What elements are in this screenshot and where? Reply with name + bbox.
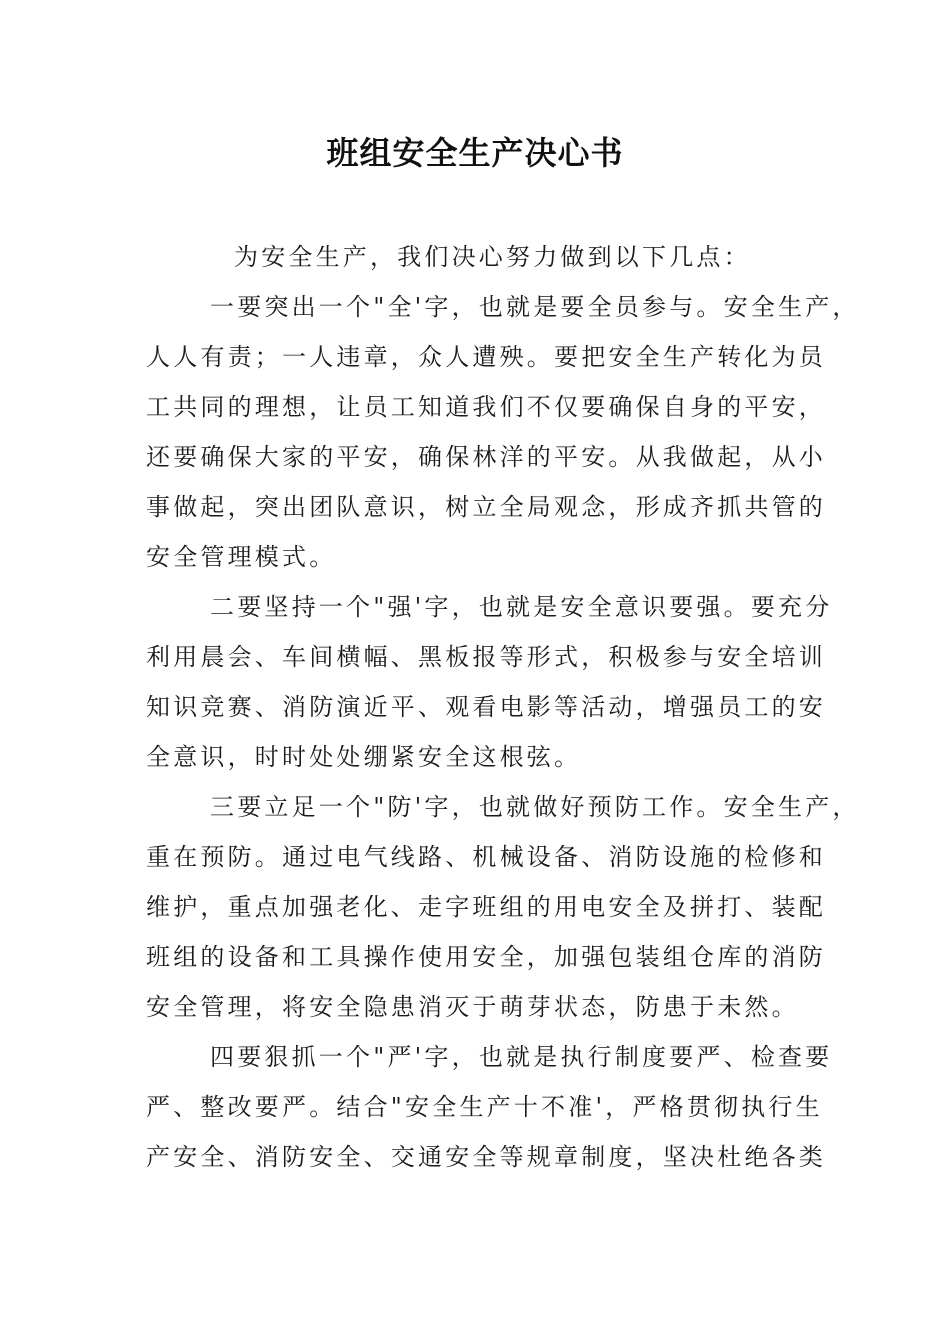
- paragraph-line: 安全管理模式。: [146, 543, 337, 571]
- paragraph-line: 全意识，时时处处绷紧安全这根弦。: [146, 743, 582, 771]
- paragraph-line: 重在预防。通过电气线路、机械设备、消防设施的检修和: [146, 843, 826, 871]
- paragraph-line: 利用晨会、车间横幅、黑板报等形式，积极参与安全培训: [146, 643, 826, 671]
- paragraph-line: 二要坚持一个"强'字，也就是安全意识要强。要充分: [210, 593, 833, 621]
- paragraph-line: 产安全、消防安全、交通安全等规章制度，坚决杜绝各类: [146, 1143, 826, 1171]
- paragraph-line: 人人有责；一人违章，众人遭殃。要把安全生产转化为员: [146, 343, 826, 371]
- paragraph-line: 班组的设备和工具操作使用安全，加强包装组仓库的消防: [146, 943, 826, 971]
- paragraph-line: 三要立足一个"防'字，也就做好预防工作。安全生产，: [210, 793, 860, 821]
- paragraph-line: 四要狠抓一个"严'字，也就是执行制度要严、检查要: [210, 1043, 833, 1071]
- intro-line: 为安全生产，我们决心努力做到以下几点：: [234, 243, 751, 271]
- paragraph-line: 还要确保大家的平安，确保林洋的平安。从我做起，从小: [146, 443, 826, 471]
- paragraph-line: 安全管理，将安全隐患消灭于萌芽状态，防患于未然。: [146, 993, 799, 1021]
- paragraph-line: 知识竞赛、消防演近平、观看电影等活动，增强员工的安: [146, 693, 826, 721]
- paragraph-line: 事做起，突出团队意识，树立全局观念，形成齐抓共管的: [146, 493, 826, 521]
- document-body: [146, 232, 860, 1182]
- paragraph-line: 严、整改要严。结合"安全生产十不准'，严格贯彻执行生: [146, 1093, 823, 1121]
- paragraph-line: 工共同的理想，让员工知道我们不仅要确保自身的平安，: [146, 393, 826, 421]
- paragraph-line: 一要突出一个"全'字，也就是要全员参与。安全生产，: [210, 293, 860, 321]
- document-title: 班组安全生产决心书: [326, 134, 624, 172]
- paragraph-line: 维护，重点加强老化、走字班组的用电安全及拼打、装配: [146, 893, 826, 921]
